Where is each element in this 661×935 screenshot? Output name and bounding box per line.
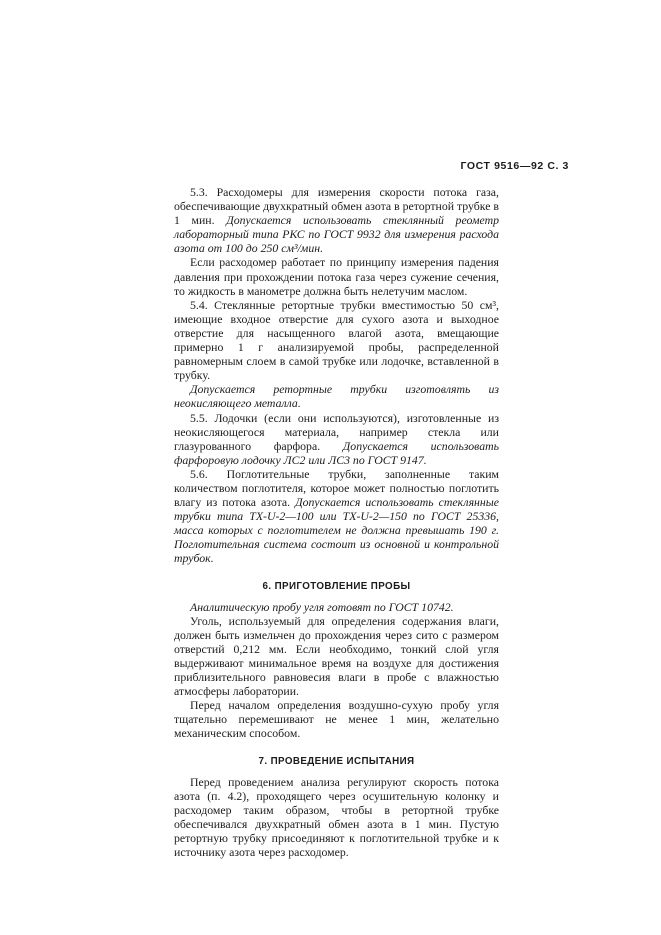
clause-5-3-note: Если расходомер работает по принципу измерения падения давления при прохождении потока газа через сужение сечения, то жидкость в манометре должна быть нелетучим маслом. bbox=[174, 255, 499, 298]
clause-5-5-text: 5.5. Лодочки (если они используются), изготовленные из неокисляющегося материала, например стекла или глазурованного фарфора. bbox=[174, 410, 499, 453]
page-header: ГОСТ 9516—92 С. 3 bbox=[460, 160, 569, 172]
clause-5-3-text: 5.3. Расходомеры для измерения скорости потока газа, обеспечивающие двухкратный обмен азота в ретортной трубке в 1 мин. bbox=[174, 185, 499, 228]
section-6-paragraph-1: Уголь, используемый для определения содержания влаги, должен быть измельчен до прохождения через сито с размером отверстий 0,212 мм. Если необходимо, тонкий слой угля выдерживают минимальное время на воздухе для достижения приблизительного равновесия влаги в пробе с влажностью атмосферы лаборатории. bbox=[174, 613, 499, 699]
clause-5-6-allowance: Допускается использовать стеклянные трубки типа TX-U-2—100 или TX-U-2—150 по ГОСТ 25336, масса которых с поглотителем не должна превышать 190 г. Поглотительная система состоит из основной и контрольной трубок. bbox=[174, 495, 499, 566]
clause-5-5 bbox=[174, 411, 499, 467]
section-7-title: 7. ПРОВЕДЕНИЕ ИСПЫТАНИЯ bbox=[258, 755, 415, 767]
clause-5-6-text: 5.6. Поглотительные трубки, заполненные таким количеством поглотителя, которое может полностью поглотить влагу из потока азота. bbox=[174, 466, 499, 510]
section-7-paragraph-1: Перед проведением анализа регулируют скорость потока азота (п. 4.2), проходящего через осушительную колонку и расходомер таким образом, чтобы в ретортной трубке обеспечивался двухкратный обмен азота в 1 мин. Пустую ретортную трубку присоединяют к поглотительной трубке и к источнику азота через расходомер. bbox=[174, 774, 499, 860]
clause-5-6 bbox=[174, 467, 499, 566]
clause-5-3 bbox=[174, 185, 499, 255]
clause-5-3-allowance: Допускается использовать стеклянный реометр лабораторный типа РКС по ГОСТ 9932 для измерения расхода азота от 100 до 250 см³/мин. bbox=[174, 213, 500, 256]
clause-5-4-allowance: Допускается ретортные трубки изготовлять из неокисляющего металла. bbox=[174, 382, 499, 411]
section-6-paragraph-2: Перед началом определения воздушно-сухую пробу угля тщательно перемешивают не менее 1 мин, желательно механическим способом. bbox=[174, 698, 499, 741]
clause-5-5-allowance: Допускается использовать фарфоровую лодочку ЛС2 или ЛС3 по ГОСТ 9147. bbox=[174, 438, 499, 467]
section-6-reference: Аналитическую пробу угля готовят по ГОСТ 10742. bbox=[190, 599, 454, 614]
section-6-title: 6. ПРИГОТОВЛЕНИЕ ПРОБЫ bbox=[262, 580, 411, 592]
clause-5-4: 5.4. Стеклянные ретортные трубки вместимостью 50 см³, имеющие входное отверстие для сухого азота и выходное отверстие для насыщенного влагой азота, вмещающие примерно 1 г анализируемой пробы, распределенной равномерным слоем в самой трубке или лодочке, вставленной в трубку. bbox=[174, 297, 499, 383]
document-body bbox=[174, 185, 499, 859]
